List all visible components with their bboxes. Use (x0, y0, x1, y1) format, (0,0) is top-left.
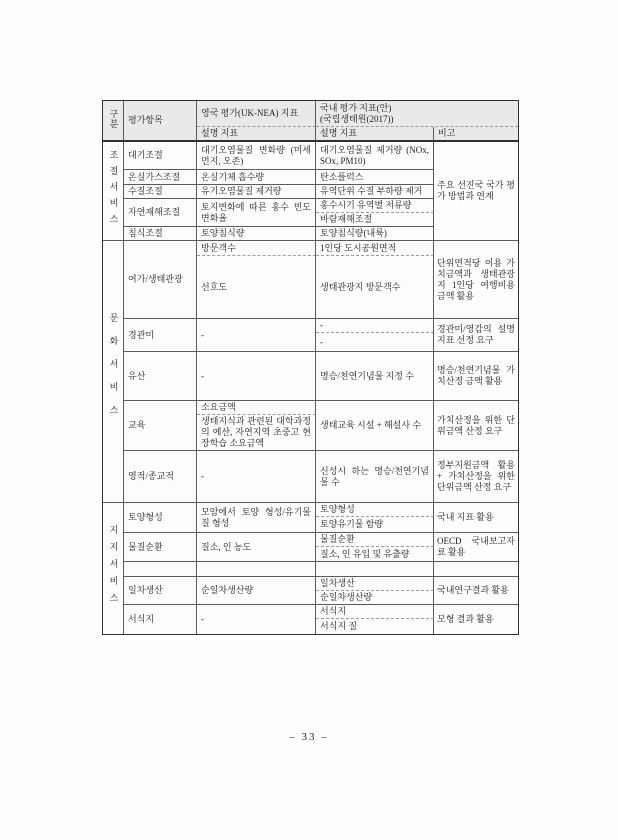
cell-note: 정부지원금액 활용 + 가치산정을 위한 단위금액 산정 요구 (434, 451, 518, 503)
cell-uk: 모암에서 토양 형성/유기물질 형성 (197, 503, 316, 533)
cell-uk: - (197, 319, 316, 352)
cell-item: 수질조절 (124, 185, 197, 199)
cell-uk: 방문객수 (197, 241, 316, 256)
indicator-comparison-table (102, 100, 519, 635)
cell-kr: 물질순환 (316, 533, 434, 547)
cell-kr: 탄소플럭스 (316, 170, 434, 185)
cell-item: 토양형성 (124, 503, 197, 533)
group-label-cell (103, 241, 124, 503)
group-label-cell (103, 503, 124, 634)
cell-note: 국내 지표 활용 (434, 503, 518, 533)
cell-kr: 일차생산 (316, 577, 434, 591)
cell-uk: 질소, 인 농도 (197, 533, 316, 562)
cell-kr: - (316, 319, 434, 333)
cell-note: 경관미/영감의 설명지표 선정 요구 (434, 319, 518, 352)
cell-uk: 대기오염물질 변화량 (미세먼지, 오존) (197, 142, 316, 170)
cell-kr: 순일차생산량 (316, 591, 434, 605)
cell-item: 물질순환 (124, 533, 197, 562)
page-number: – 33 – (289, 731, 329, 743)
header-uk-title: 영국 평가(UK-NEA) 지표 (197, 101, 316, 127)
cell-uk: 순일차생산량 (197, 577, 316, 605)
cell-kr: 1인당 도시공원면적 (316, 241, 434, 256)
cell-item: 유산 (124, 352, 197, 401)
cell-note: 명승/천연기념물 가치산정 금액 활용 (434, 352, 518, 401)
group-label: 조절서비스 (108, 149, 119, 230)
header-sub-uk: 설명 지표 (197, 127, 316, 142)
cell-note-empty (434, 562, 518, 577)
cell-kr: 토양형성 (316, 503, 434, 517)
header-group-label: 구분 (108, 109, 119, 129)
cell-note: OECD 국내보고자료 활용 (434, 533, 518, 562)
cell-item: 교육 (124, 401, 197, 451)
cell-kr: 유역단위 수질 부하량 제거 (316, 185, 434, 199)
group-label: 지지서비스 (108, 524, 119, 610)
cell-uk-empty (197, 562, 316, 577)
header-note: 비고 (434, 127, 518, 142)
cell-kr: 홍수시기 유역별 저류량 (316, 199, 434, 213)
header-kr-title-line1: 국내 평가 지표(안) (320, 102, 392, 113)
header-kr-title (316, 101, 518, 127)
header-item-column: 평가항목 (124, 101, 197, 142)
cell-item: 온실가스조절 (124, 170, 197, 185)
cell-kr: 질소, 인 유입 및 유출량 (316, 547, 434, 562)
cell-note: 국내연구결과 활용 (434, 577, 518, 605)
cell-uk: - (197, 352, 316, 401)
cell-item: 경관미 (124, 319, 197, 352)
cell-kr: 신성시 하는 명승/천연기념물 수 (316, 451, 434, 503)
cell-kr-empty (316, 562, 434, 577)
cell-kr: 토양유기물 함량 (316, 517, 434, 533)
cell-kr: 서식지 (316, 605, 434, 619)
cell-note: 가치산정을 위한 단위금액 산정 요구 (434, 401, 518, 451)
cell-note: 단위면적당 이용 가치금액과 생태관광지 1인당 여행비용 금액 활용 (434, 241, 518, 319)
group-label-cell (103, 142, 124, 241)
cell-item: 침식조절 (124, 227, 197, 241)
cell-kr: 바람재해조절 (316, 213, 434, 227)
cell-kr: 생태관광지 방문객수 (316, 256, 434, 319)
cell-uk: 선호도 (197, 256, 316, 319)
cell-item: 서식지 (124, 605, 197, 634)
cell-kr: 대기오염물질 제거량 (NOx, SOx, PM10) (316, 142, 434, 170)
cell-kr: - (316, 333, 434, 352)
cell-kr: 생태교육 시설 + 해설사 수 (316, 401, 434, 451)
cell-kr: 토양침식량(내륙) (316, 227, 434, 241)
cell-uk: 생태지식과 관련된 대학과정의 예산, 자연지역 초중고 현장학습 소요금액 (197, 415, 316, 451)
header-group-column (103, 101, 124, 142)
cell-item: 자연재해조절 (124, 199, 197, 227)
cell-note: 모형 결과 활용 (437, 614, 494, 624)
cell-item-empty (124, 562, 197, 577)
cell-uk: 유기오염물질 제거량 (197, 185, 316, 199)
cell-uk: 토양침식량 (197, 227, 316, 241)
cell-note: 주요 선진국 국가 평가 방법과 연계 (434, 142, 518, 241)
header-sub-kr: 설명 지표 (316, 127, 434, 142)
cell-kr: 서식지 질 (316, 619, 434, 634)
cell-item: 일차생산 (124, 577, 197, 605)
header-kr-title-line2: (국립생태원(2017)) (320, 113, 394, 124)
cell-kr: 명승/천연기념물 지정 수 (316, 352, 434, 401)
cell-uk: - (197, 605, 316, 634)
cell-uk: 소요금액 (197, 401, 316, 415)
cell-item: 영적/종교적 (124, 451, 197, 503)
cell-uk: 토지변화에 따른 홍수 빈도 변화율 (197, 199, 316, 227)
cell-item: 대기조절 (124, 142, 197, 170)
cell-uk: 온실기체 흡수량 (197, 170, 316, 185)
group-label: 문화서비스 (108, 312, 119, 428)
cell-uk: - (197, 451, 316, 503)
cell-item: 여가/생태관광 (124, 241, 197, 319)
